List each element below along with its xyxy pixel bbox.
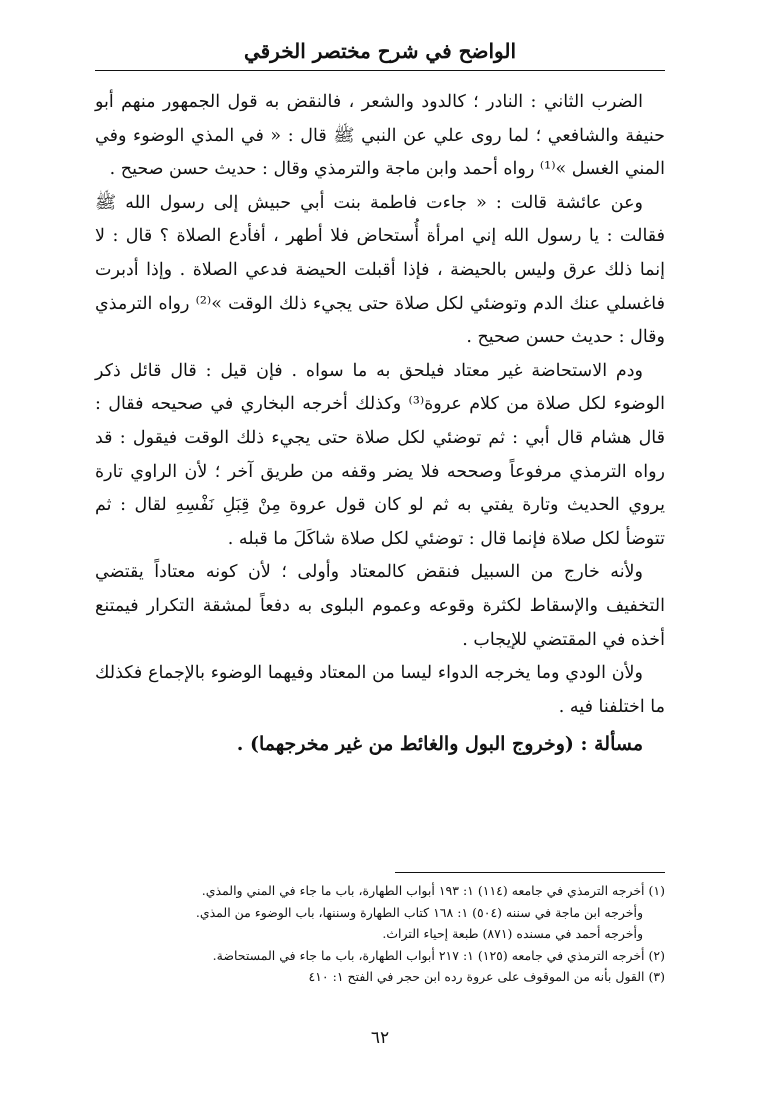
paragraph-1: الضرب الثاني : النادر ؛ كالدود والشعر ، فالنقض به قول الجمهور منهم أبو حنيفة والشافعي ؛ لما روى علي عن النبي ﷺ قال : « في المذي الوضوء وفي المني الغسل »⁽¹⁾ رواه أحمد وابن ماجة والترمذي وقال : حديث حسن صحيح .: [95, 92, 665, 180]
footnote-1-continued: وأخرجه ابن ماجة في سننه (٥٠٤) ١: ١٦٨ كتاب الطهارة وسننها، باب الوضوء من المذي.: [195, 904, 643, 920]
footnote-divider: [395, 872, 665, 873]
paragraph-3: ودم الاستحاضة غير معتاد فيلحق به ما سواه . فإن قيل : قال قائل ذكر الوضوء لكل صلاة من كلام عروة⁽³⁾ وكذلك أخرجه البخاري في صحيحه فقال : قال هشام قال أبي : ثم توضئي لكل صلاة حتى يجيء ذلك الوقت فيقول : قد رواه الترمذي مرفوعاً وصححه فلا يضر وقفه من طريق آخر ؛ لأن الراوي تارة يروي الحديث وتارة يفتي به ثم لو كان قول عروة مِنْ قِبَلِ نَفْسِهِ لقال : ثم تتوضأ لكل صلاة فإنما قال : توضئي لكل صلاة شاكَلَ ما قبله .: [95, 360, 665, 549]
footnote-1-continued-2: وأخرجه أحمد في مسنده (٨٧١) طبعة إحياء التراث.: [382, 926, 643, 941]
paragraph-5: ولأن الودي وما يخرجه الدواء ليسا من المعتاد وفيهما الوضوء بالإجماع فكذلك ما اختلفنا فيه .: [95, 663, 665, 717]
paragraph-4: ولأنه خارج من السبيل فنقض كالمعتاد وأولى ؛ لأن كونه معتاداً يقتضي التخفيف والإسقاط لكثرة وقوعه وعموم البلوى به دفعاً لمشقة التكرار فيمتنع أخذه في المقتضي للإيجاب .: [95, 562, 665, 650]
footnote-1: (١) أخرجه الترمذي في جامعه (١١٤) ١: ١٩٣ أبواب الطهارة، باب ما جاء في المني والمذي.: [201, 883, 665, 898]
running-header: الواضح في شرح مختصر الخرقي: [243, 39, 517, 63]
footnotes: [95, 880, 665, 988]
footnote-3: (٣) القول بأنه من الموقوف على عروة رده ابن حجر في الفتح ١: ٤١٠: [308, 969, 665, 984]
masala-heading: مسألة : (وخروج البول والغائط من غير مخرجهما) .: [236, 733, 643, 756]
paragraph-2: وعن عائشة قالت : « جاءت فاطمة بنت أبي حبيش إلى رسول الله ﷺ فقالت : يا رسول الله إني امرأة أُستحاض فلا أطهر ، أفأدع الصلاة ؟ قال : لا إنما ذلك عرق وليس بالحيضة ، فإذا أقبلت الحيضة فدعي الصلاة . وإذا أدبرت فاغسلي عنك الدم وتوضئي لكل صلاة حتى يجيء ذلك الوقت »⁽²⁾ رواه الترمذي وقال : حديث حسن صحيح .: [95, 192, 665, 348]
header-divider: [95, 70, 665, 71]
page-number: ٦٢: [370, 1028, 390, 1048]
footnote-2: (٢) أخرجه الترمذي في جامعه (١٢٥) ١: ٢١٧ أبواب الطهارة، باب ما جاء في المستحاضة.: [212, 947, 665, 963]
main-text: [95, 86, 665, 762]
